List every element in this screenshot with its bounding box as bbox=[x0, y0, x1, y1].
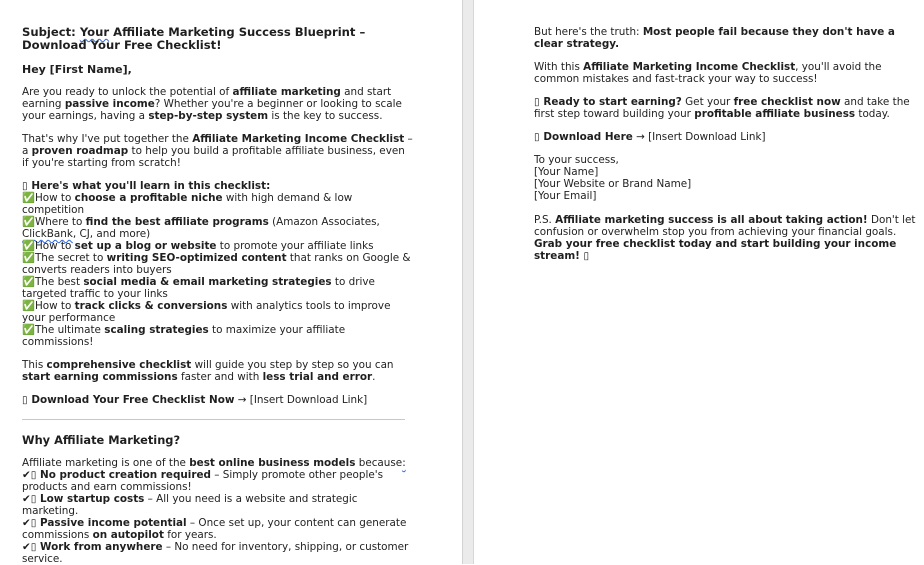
signature-name: [Your Name] bbox=[534, 166, 599, 178]
spellcheck-word: : bbox=[402, 457, 406, 469]
learn-heading: ▯ Here's what you'll learn in this checklist: bbox=[22, 180, 271, 192]
learn-list bbox=[22, 192, 414, 348]
ready-paragraph: ▯ Ready to start earning? Get your free checklist now and take the first step toward building your profitable affiliate business today. bbox=[534, 96, 910, 120]
why-intro: Affiliate marketing is one of the best online business models because: bbox=[22, 457, 406, 469]
list-item: ✅How to track clicks & conversions with analytics tools to improve your performance bbox=[22, 300, 391, 324]
truth-paragraph: But here's the truth: Most people fail because they don't have a clear strategy. bbox=[534, 26, 895, 50]
greeting: Hey [First Name], bbox=[22, 63, 132, 76]
signature-site: [Your Website or Brand Name] bbox=[534, 178, 692, 190]
download-line: ▯ Download Here → [Insert Download Link] bbox=[534, 131, 766, 143]
spellcheck-word: Your bbox=[79, 25, 110, 39]
list-item: ✅How to choose a profitable niche with high demand & low competition bbox=[22, 192, 353, 216]
list-item: ✅Where to find the best affiliate programs (Amazon Associates, ClickBank, CJ, and more) bbox=[22, 216, 380, 240]
intro-paragraph: Are you ready to unlock the potential of affiliate marketing and start earning passive income? Whether you're a beginner or looking to scale your earnings, having a step-by-step system is the key to success. bbox=[22, 86, 402, 122]
list-item: ✔▯ Low startup costs – All you need is a website and strategic marketing. bbox=[22, 493, 358, 517]
section-heading: Why Affiliate Marketing? bbox=[22, 433, 181, 447]
gutter-edge bbox=[462, 0, 463, 564]
document-page-left bbox=[0, 0, 462, 564]
horizontal-divider bbox=[22, 419, 405, 420]
signature-email: [Your Email] bbox=[534, 190, 597, 202]
comprehensive-paragraph: This comprehensive checklist will guide you step by step so you can start earning commissions faster and with less trial and error. bbox=[22, 359, 394, 383]
ps-paragraph: P.S. Affiliate marketing success is all about taking action! Don't let confusion or overwhelm stop you from achieving your financial goals. Grab your free checklist today and start building your income stream! ▯ bbox=[534, 214, 916, 262]
signoff: To your success, bbox=[534, 154, 619, 166]
text-body-right[interactable] bbox=[534, 26, 919, 262]
list-item: ✅The ultimate scaling strategies to maximize your affiliate commissions! bbox=[22, 324, 346, 348]
page-gutter bbox=[462, 0, 474, 564]
email-subject: Subject: Your Affiliate Marketing Success Blueprint – Download Your Free Checklist! bbox=[22, 25, 366, 52]
list-item: ✅How to set up a blog or website to promote your affiliate links bbox=[22, 240, 374, 252]
download-line: ▯ Download Your Free Checklist Now → [Insert Download Link] bbox=[22, 394, 368, 406]
list-item: ✔▯ Passive income potential – Once set up, your content can generate commissions on autopilot for years. bbox=[22, 517, 407, 541]
benefits-list bbox=[22, 469, 414, 565]
list-item: ✅The secret to writing SEO-optimized content that ranks on Google & converts readers into buyers bbox=[22, 252, 411, 276]
spellcheck-word: ClickBank bbox=[22, 228, 73, 240]
with-this-paragraph: With this Affiliate Marketing Income Checklist, you'll avoid the common mistakes and fast-track your way to success! bbox=[534, 61, 882, 85]
list-item: ✔▯ Work from anywhere – No need for inventory, shipping, or customer service. bbox=[22, 541, 409, 565]
why-checklist-paragraph: That's why I've put together the Affiliate Marketing Income Checklist – a proven roadmap to help you build a profitable affiliate business, even if you're starting from scratch! bbox=[22, 133, 413, 169]
list-item: ✅The best social media & email marketing strategies to drive targeted traffic to your links bbox=[22, 276, 375, 300]
text-body-left[interactable] bbox=[22, 26, 414, 565]
document-page-right bbox=[474, 0, 924, 564]
signature-block bbox=[534, 154, 919, 202]
list-item: ✔▯ No product creation required – Simply promote other people's products and earn commissions! bbox=[22, 469, 384, 493]
